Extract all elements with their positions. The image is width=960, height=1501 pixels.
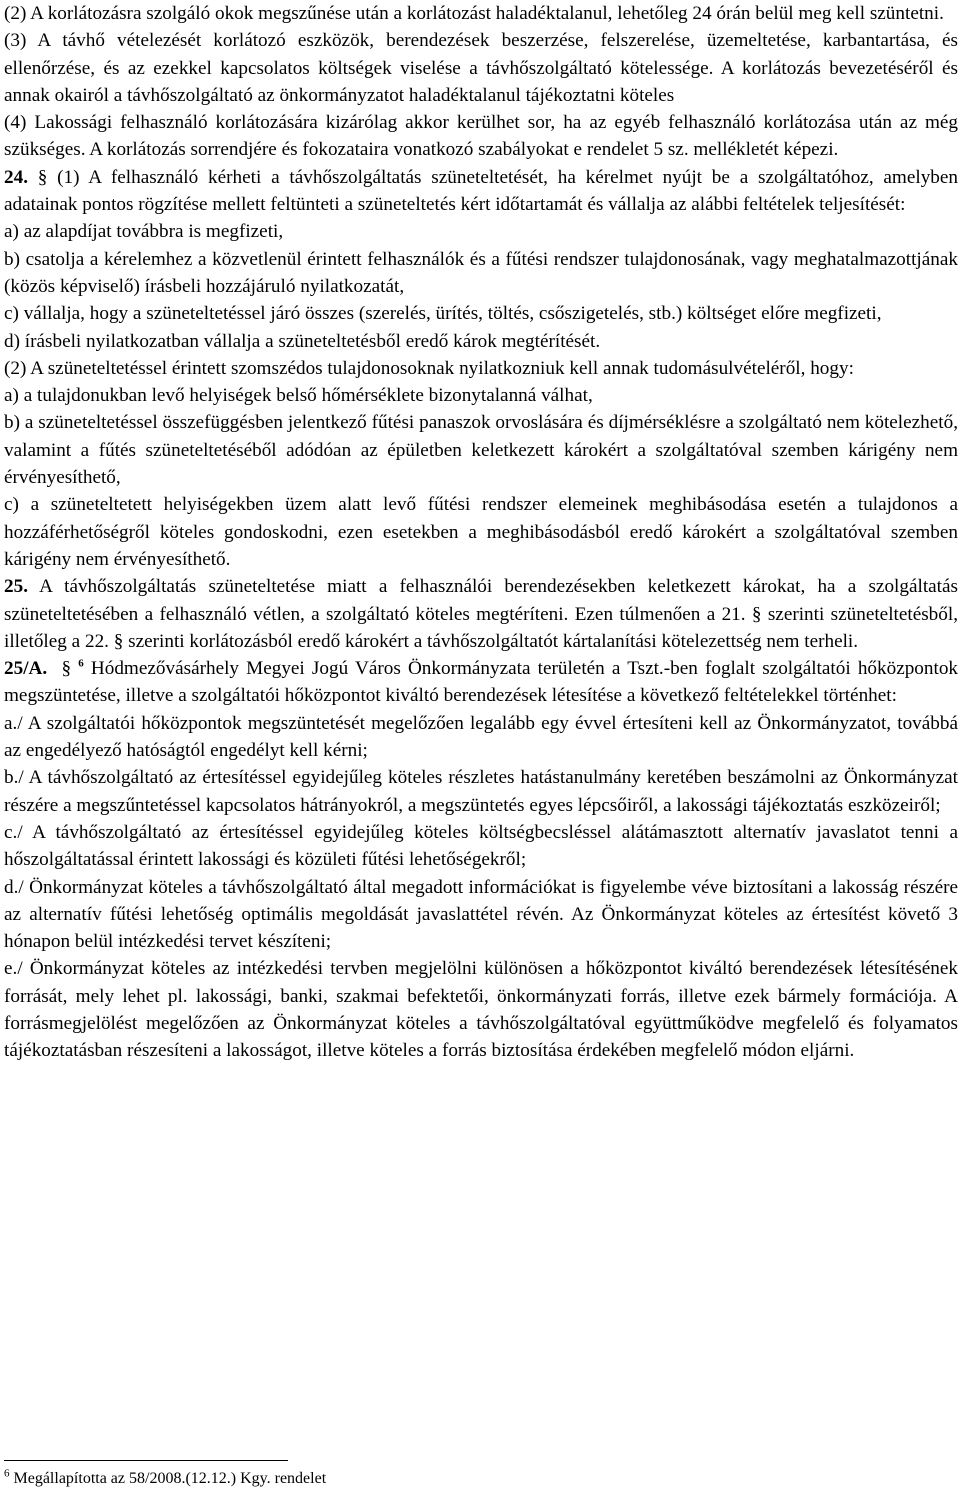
document-page: [4, 0, 958, 1065]
section-24-item-b: b) csatolja a kérelemhez a közvetlenül érintett felhasználók és a fűtési rendszer tulajdonosának, vagy meghatalmazottjának (közös képviselő) írásbeli hozzájáruló nyilatkozatát,: [4, 248, 958, 297]
section-25-number: 25.: [4, 576, 28, 598]
section-25: [4, 573, 958, 655]
section-24-number: 24.: [4, 166, 28, 188]
paragraph-4: (4) Lakossági felhasználó korlátozására kizárólag akkor kerülhet sor, ha az egyéb felhasználó korlátozása után az még szükséges. A korlátozás sorrendjére és fokozataira vonatkozó szabályokat e rendelet 5 sz. mellékletét képezi.: [4, 112, 958, 161]
section-24-2-item-c: c) a szüneteltetett helyiségekben üzem alatt levő fűtési rendszer elemeinek meghibásodása esetén a tulajdonos a hozzáférhetőségről köteles gondoskodni, ezen esetekben a meghibásodásból eredő károkért a szolgáltatóval szemben kárigény nem érvényesíthető.: [4, 494, 958, 570]
footnote-reference[interactable]: 6: [78, 657, 84, 670]
section-25a-item-d: d./ Önkormányzat köteles a távhőszolgáltató által megadott információkat is figyelembe véve biztosítani a lakosság részére az alternatív fűtési lehetőség optimális megoldását javaslattétel révén. Az Önkormányzat köteles az értesítést követő 3 hónapon belül intézkedési tervet készíteni;: [4, 876, 958, 953]
section-25a-text: Hódmezővásárhely Megyei Jogú Város Önkormányzata területén a Tszt.-ben foglalt szolgáltatói hőközpontok megszüntetése, illetve a szolgáltatói hőközpontot kiváltó berendezések létesítése a következő feltételekkel történhet:: [4, 658, 959, 707]
paragraph-3: (3) A távhő vételezését korlátozó eszközök, berendezések beszerzése, felszerelése, üzemeltetése, karbantartása, és ellenőrzése, és az ezekkel kapcsolatos költségek viselése a távhőszolgáltató kötelessége. A korlátozás bevezetéséről és annak okairól a távhőszolgáltató az önkormányzatot haladéktalanul tájékoztatni köteles: [4, 30, 958, 106]
section-24-2-item-a: a) a tulajdonukban levő helyiségek belső hőmérséklete bizonytalanná válhat,: [4, 385, 593, 407]
footnote: [4, 1468, 904, 1490]
section-25a: [4, 655, 958, 710]
section-24-item-c: c) vállalja, hogy a szüneteltetéssel járó összes (szerelés, ürítés, töltés, csőszigetelés, stb.) költséget előre megfizeti,: [4, 303, 882, 325]
paragraph-2: (2) A korlátozásra szolgáló okok megszűnése után a korlátozást haladéktalanul, lehetőleg 24 órán belül meg kell szüntetni.: [4, 3, 944, 24]
section-24-item-d: d) írásbeli nyilatkozatban vállalja a szüneteltetésből eredő károk megtérítését.: [4, 330, 601, 352]
section-25a-item-e: e./ Önkormányzat köteles az intézkedési tervben megjelölni különösen a hőközpontot kiváltó berendezések létesítésének forrását, mely lehet pl. lakossági, banki, szakmai befektetői, önkormányzati forrás, illetve ezek bármely formációja. A forrásmegjelölést megelőzően az Önkormányzat köteles a távhőszolgáltatóval együttműködve megfelelő és folyamatos tájékoztatásban részesíteni a lakosságot, illetve köteles a forrás biztosítása érdekében megfelelő módon eljárni.: [4, 958, 958, 1062]
footnote-text: Megállapította az 58/2008.(12.12.) Kgy. rendelet: [13, 1470, 327, 1487]
footnote-divider: [4, 1460, 288, 1461]
footnote-marker: 6: [4, 1467, 10, 1480]
section-25a-number: 25/A.: [4, 658, 48, 680]
section-25-text: A távhőszolgáltatás szüneteltetése miatt a felhasználói berendezésekben keletkezett károkat, ha a szolgáltatás szüneteltetésében a felhasználó vétlen, a szolgáltató köteles megtéríteni. Ezen túlmenően a 21. § szerinti szüneteltetésből, illetőleg a 22. § szerinti korlátozásból eredő károkért a távhőszolgáltatót kártalanítási kötelezettség nem terheli.: [4, 576, 958, 652]
section-24-text: (1) A felhasználó kérheti a távhőszolgáltatás szüneteltetését, ha kérelmet nyújt be a szolgáltatóhoz, amelyben adatainak pontos rögzítése mellett feltünteti a szüneteltetés kért időtartamát és vállalja az alábbi feltételek teljesítését:: [4, 166, 959, 216]
section-25a-item-a: a./ A szolgáltatói hőközpontok megszüntetését megelőzően legalább egy évvel értesíteni kell az Önkormányzatot, továbbá az engedélyező hatóságtól engedélyt kell kérni;: [4, 712, 958, 762]
section-symbol: §: [37, 166, 48, 188]
section-25a-item-b: b./ A távhőszolgáltató az értesítéssel egyidejűleg köteles részletes hatástanulmány keretében beszámolni az Önkormányzat részére a megszűntetéssel kapcsolatos hátrányokról, a megszüntetés egyes lépcsőiről, a lakossági tájékoztatás eszközeiről;: [4, 767, 958, 816]
section-25a-symbol: §: [61, 658, 72, 680]
section-24-paragraph-1: [4, 164, 958, 219]
section-24-item-a: a) az alapdíjat továbbra is megfizeti,: [4, 221, 284, 243]
section-24-paragraph-2: (2) A szüneteltetéssel érintett szomszédos tulajdonosoknak nyilatkozniuk kell annak tudomásulvételéről, hogy:: [4, 357, 854, 379]
section-24-2-item-b: b) a szüneteltetéssel összefüggésben jelentkező fűtési panaszok orvoslására és díjmérséklésre a szolgáltató nem kötelezhető, valamint a fűtés szüneteltetéséből adódóan az épületben keletkezett károkért a szolgáltatóval szemben kárigény nem érvényesíthető,: [4, 412, 958, 489]
section-25a-item-c: c./ A távhőszolgáltató az értesítéssel egyidejűleg köteles költségbecsléssel alátámasztott alternatív javaslatot tenni a hőszolgáltatással érintett lakossági és közületi fűtési lehetőségekről;: [4, 821, 958, 871]
